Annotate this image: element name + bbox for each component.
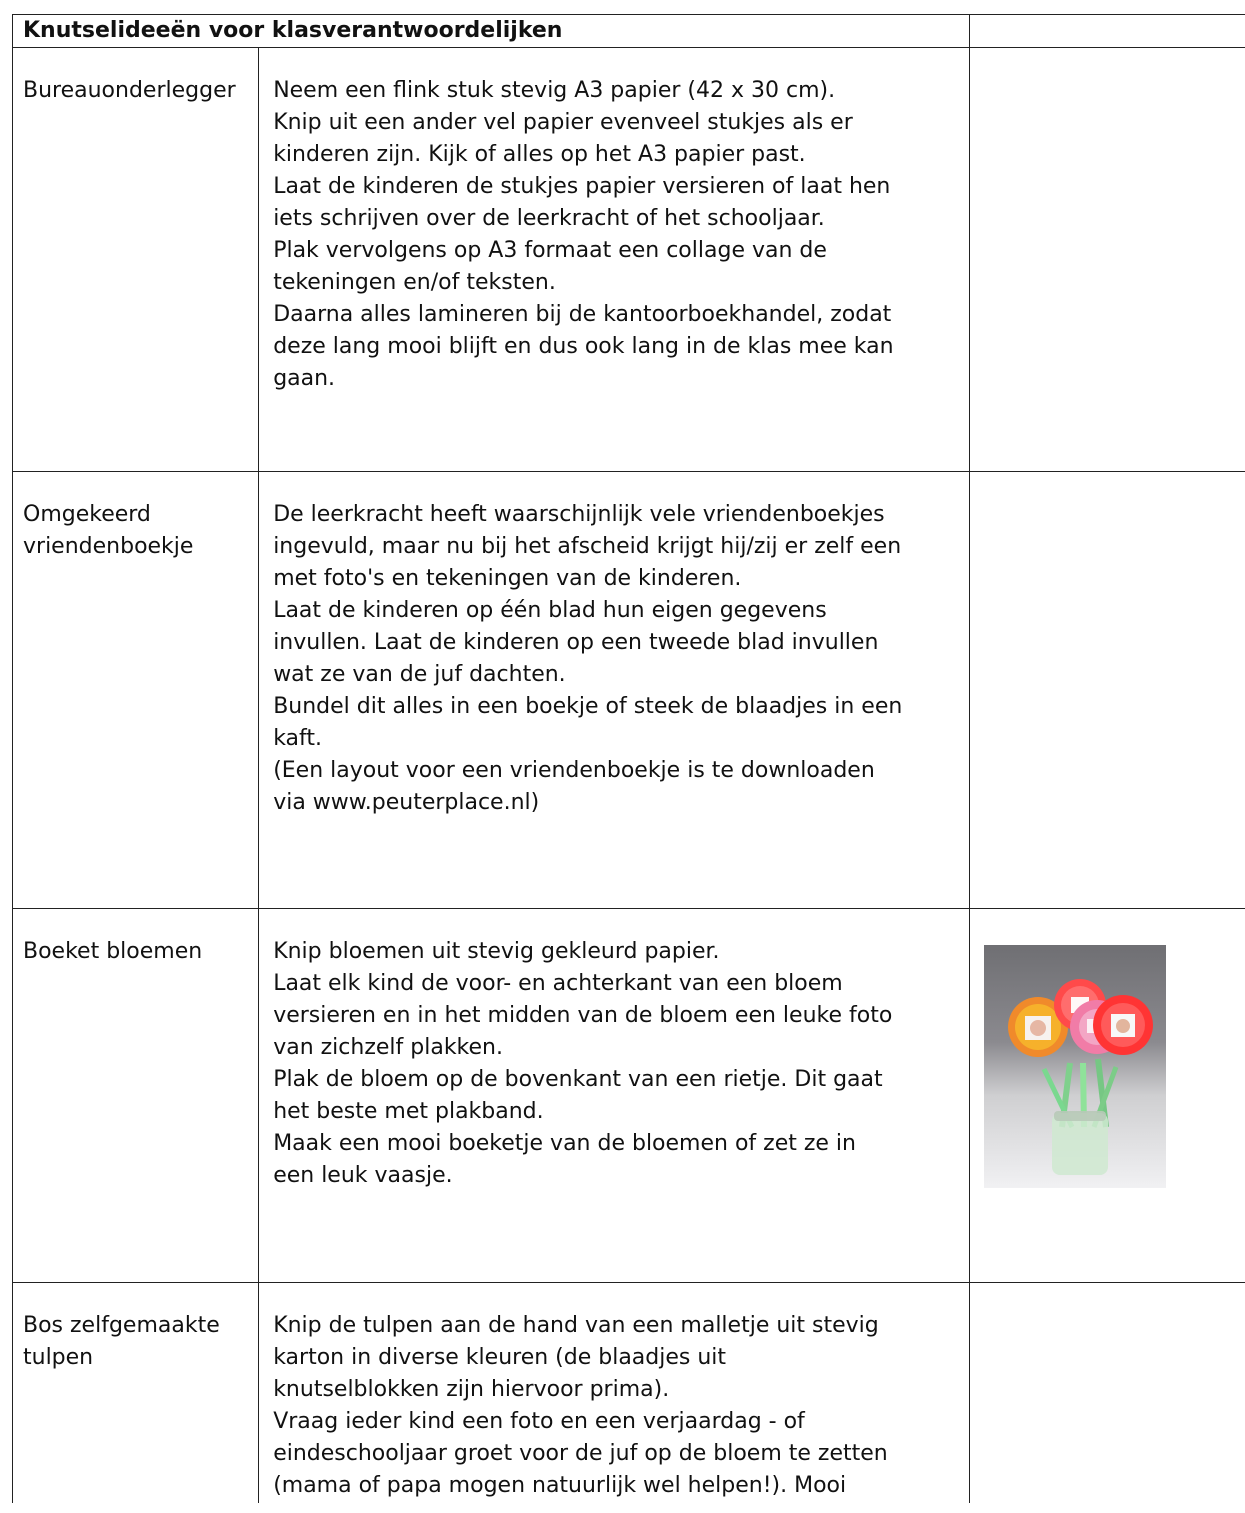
description-line: karton in diverse kleuren (de blaadjes uit [273,1345,727,1370]
table-header-row [13,15,1245,48]
description-line: Laat de kinderen de stukjes papier versieren of laat hen [273,174,891,199]
description-line: (Een layout voor een vriendenboekje is te downloaden [273,758,875,783]
description-line: versieren en in het midden van de bloem een leuke foto [273,1003,893,1028]
image-cell-empty [969,472,1245,909]
flower-bouquet-photo-icon [984,945,1166,1188]
row-description [259,909,970,1283]
description-line: Plak vervolgens op A3 formaat een collage van de [273,238,827,263]
description-line: Knip de tulpen aan de hand van een malletje uit stevig [273,1313,879,1338]
row-description [259,1283,970,1503]
description-line: een leuk vaasje. [273,1163,453,1188]
row-title-line: vriendenboekje [23,534,194,559]
description-line: Vraag ieder kind een foto en een verjaardag - of [273,1409,805,1434]
row-title [13,472,259,909]
flower-bouquet-illustration [984,945,1166,1188]
description-line: gaan. [273,366,336,391]
description-line: Laat de kinderen op één blad hun eigen gegevens [273,598,827,623]
document-title: Knutselideeën voor klasverantwoordelijken [13,15,970,48]
description-line: kinderen zijn. Kijk of alles op het A3 papier past. [273,142,806,167]
row-title-line: Bos zelfgemaakte [23,1313,220,1338]
description-line: De leerkracht heeft waarschijnlijk vele vriendenboekjes [273,502,885,527]
table-row [13,472,1245,909]
row-title-line: tulpen [23,1345,94,1370]
description-line: eindeschooljaar groet voor de juf op de bloem te zetten [273,1441,888,1466]
row-title-line: Bureauonderlegger [23,78,236,103]
row-title [13,48,259,472]
image-cell [969,909,1245,1283]
header-empty-cell [969,15,1245,48]
row-title-line: Omgekeerd [23,502,151,527]
table-row [13,48,1245,472]
description-line: tekeningen en/of teksten. [273,270,556,295]
description-line: iets schrijven over de leerkracht of het schooljaar. [273,206,825,231]
row-title [13,1283,259,1503]
description-line: kaft. [273,726,322,751]
image-cell-empty [969,48,1245,472]
row-description [259,48,970,472]
description-line: het beste met plakband. [273,1099,544,1124]
description-line: Maak een mooi boeketje van de bloemen of zet ze in [273,1131,856,1156]
description-line: Knip uit een ander vel papier evenveel stukjes als er [273,110,853,135]
row-title [13,909,259,1283]
description-line: invullen. Laat de kinderen op een tweede blad invullen [273,630,879,655]
table-row [13,909,1245,1283]
description-line: (mama of papa mogen natuurlijk wel helpen!). Mooi [273,1473,847,1498]
description-line: ingevuld, maar nu bij het afscheid krijgt hij/zij er zelf een [273,534,902,559]
description-line: met foto's en tekeningen van de kinderen. [273,566,742,591]
image-cell-empty [969,1283,1245,1503]
table-row [13,1283,1245,1503]
description-line: Knip bloemen uit stevig gekleurd papier. [273,939,720,964]
description-line: Daarna alles lamineren bij de kantoorboekhandel, zodat [273,302,892,327]
description-line: Neem een flink stuk stevig A3 papier (42 x 30 cm). [273,78,836,103]
description-line: knutselblokken zijn hiervoor prima). [273,1377,670,1402]
description-line: van zichzelf plakken. [273,1035,503,1060]
description-line: via www.peuterplace.nl) [273,790,540,815]
row-description [259,472,970,909]
craft-ideas-table [12,14,1245,1503]
description-line: wat ze van de juf dachten. [273,662,566,687]
row-title-line: Boeket bloemen [23,939,203,964]
description-line: Laat elk kind de voor- en achterkant van een bloem [273,971,843,996]
description-line: deze lang mooi blijft en dus ook lang in de klas mee kan [273,334,894,359]
description-line: Plak de bloem op de bovenkant van een rietje. Dit gaat [273,1067,883,1092]
description-line: Bundel dit alles in een boekje of steek de blaadjes in een [273,694,903,719]
